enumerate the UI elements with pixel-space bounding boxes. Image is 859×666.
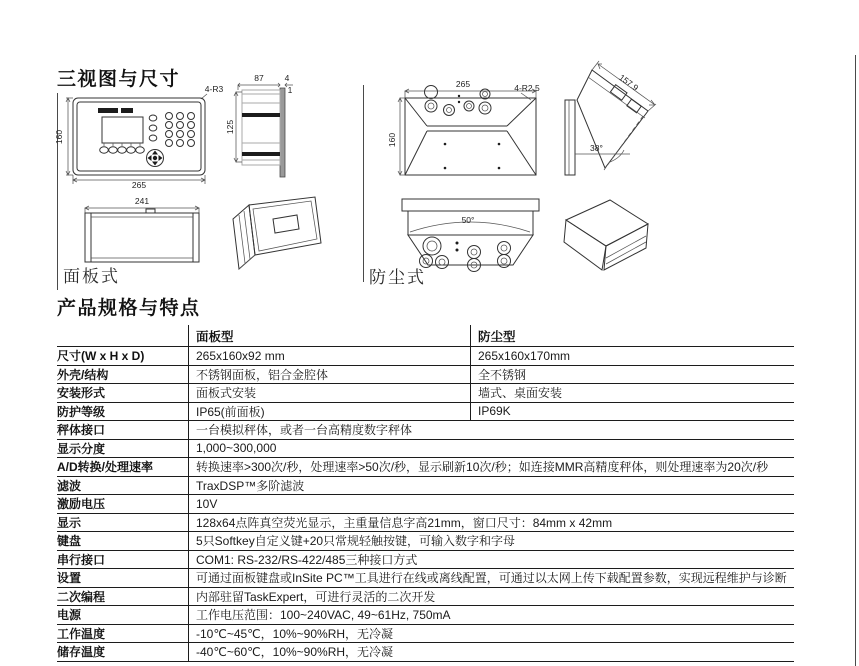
specs-section-title: 产品规格与特点 bbox=[57, 298, 201, 319]
drawing-divider-rule bbox=[363, 85, 364, 282]
spec-row-keyboard: 键盘 5只Softkey自定义键+20只常规轻触按键，可输入数字和字母 bbox=[57, 532, 794, 551]
svg-text:125: 125 bbox=[225, 119, 235, 135]
spec-row-operating-temp: 工作温度 -10℃~45℃，10%~90%RH，无冷凝 bbox=[57, 625, 794, 644]
svg-text:4: 4 bbox=[284, 73, 290, 83]
svg-text:38°: 38° bbox=[590, 143, 603, 153]
spec-row-resolution: 显示分度 1,000~300,000 bbox=[57, 440, 794, 459]
svg-text:160: 160 bbox=[54, 129, 64, 145]
spec-row-mounting: 安装形式 面板式安装 墙式、桌面安装 bbox=[57, 384, 794, 403]
bracket bbox=[565, 100, 575, 175]
spec-row-filter: 滤波 TraxDSP™多阶滤波 bbox=[57, 477, 794, 496]
dim-height bbox=[387, 98, 405, 175]
panel-3d-view-drawing bbox=[213, 185, 328, 273]
spec-row-power: 电源 工作电压范围：100~240VAC, 49~61Hz, 750mA bbox=[57, 606, 794, 625]
dim-angle bbox=[410, 215, 530, 232]
dim-width bbox=[85, 196, 199, 214]
panel-bottom-view-drawing bbox=[78, 192, 208, 270]
panel-side-view-drawing bbox=[225, 70, 308, 185]
spec-row-ad-rate: A/D转换/处理速率 转换速率>300次/秒，处理速率>50次/秒，显示刷新10次/秒；如连接MMR高精度秤体，则处理速率为20次/秒 bbox=[57, 458, 794, 477]
spec-table bbox=[57, 325, 794, 662]
dim-height bbox=[54, 98, 73, 175]
spec-header-row bbox=[57, 325, 794, 347]
svg-text:241: 241 bbox=[134, 196, 150, 206]
svg-text:50°: 50° bbox=[461, 215, 475, 225]
dust-back-view-drawing bbox=[370, 76, 547, 188]
spec-row-protection: 防护等级 IP65(前面板) IP69K bbox=[57, 403, 794, 422]
dim-corner-radius-label: 4-R2.5 bbox=[514, 83, 540, 93]
svg-text:265: 265 bbox=[131, 180, 147, 190]
spec-row-scale-interface: 秤体接口 一台模拟秤体，或者一台高精度数字秤体 bbox=[57, 421, 794, 440]
perspective-wedge bbox=[564, 200, 648, 270]
spec-row-storage-temp: 储存温度 -40℃~60℃，10%~90%RH，无冷凝 bbox=[57, 643, 794, 662]
leader-line bbox=[521, 93, 531, 100]
cable-glands bbox=[425, 86, 492, 116]
spec-row-setup: 设置 可通过面板键盘或InSite PC™工具进行在线或离线配置，可通过以太网上传下载配置参数，实现远程维护与诊断 bbox=[57, 569, 794, 588]
spec-row-serial: 串行接口 COM1: RS-232/RS-422/485三种接口方式 bbox=[57, 551, 794, 570]
views-section-title: 三视图与尺寸 bbox=[57, 69, 181, 90]
spec-row-programming: 二次编程 内部驻留TaskExpert，可进行灵活的二次开发 bbox=[57, 588, 794, 607]
enclosure-outline bbox=[405, 98, 536, 175]
svg-text:157.9: 157.9 bbox=[617, 72, 641, 93]
header-panel-type: 面板型 bbox=[196, 329, 234, 344]
dust-3d-view-drawing bbox=[550, 190, 658, 274]
perspective-box bbox=[233, 197, 321, 269]
spec-row-display: 显示 128x64点阵真空荧光显示，主重量信息字高21mm，窗口尺寸：84mm x 42mm bbox=[57, 514, 794, 533]
front-panel-profile bbox=[280, 88, 285, 177]
svg-text:87: 87 bbox=[254, 73, 264, 83]
function-keys bbox=[149, 115, 157, 141]
svg-text:1: 1 bbox=[287, 85, 293, 95]
softkey-row bbox=[100, 143, 145, 153]
header-dust-type: 防尘型 bbox=[478, 329, 516, 344]
dust-side-view-drawing bbox=[548, 58, 660, 190]
dust-bottom-view-drawing bbox=[398, 192, 548, 274]
spec-row-excitation: 激励电压 10V bbox=[57, 495, 794, 514]
dim-corner-radius-label: 4-R3 bbox=[204, 84, 224, 94]
cable-glands bbox=[420, 237, 511, 272]
spec-type-column-divider bbox=[470, 325, 471, 421]
panel-front-view-drawing bbox=[54, 80, 232, 192]
dust-type-label: 防尘式 bbox=[369, 268, 426, 287]
body-outline bbox=[85, 209, 199, 262]
page-right-rule bbox=[855, 55, 856, 666]
spec-label-column-divider bbox=[188, 325, 189, 661]
svg-text:265: 265 bbox=[455, 79, 471, 89]
dim-diagonal bbox=[592, 61, 656, 111]
numeric-keypad bbox=[166, 113, 195, 147]
panel-front-outline bbox=[73, 98, 205, 175]
svg-text:160: 160 bbox=[387, 132, 397, 148]
chassis-profile bbox=[242, 90, 280, 165]
nav-cluster bbox=[147, 150, 164, 167]
spec-row-housing: 外壳/结构 不锈钢面板，铝合金腔体 全不锈钢 bbox=[57, 366, 794, 385]
panel-type-label: 面板式 bbox=[63, 267, 120, 286]
dim-width bbox=[73, 175, 205, 190]
spec-row-dimensions: 尺寸(W x H x D) 265x160x92 mm 265x160x170mm bbox=[57, 347, 794, 366]
